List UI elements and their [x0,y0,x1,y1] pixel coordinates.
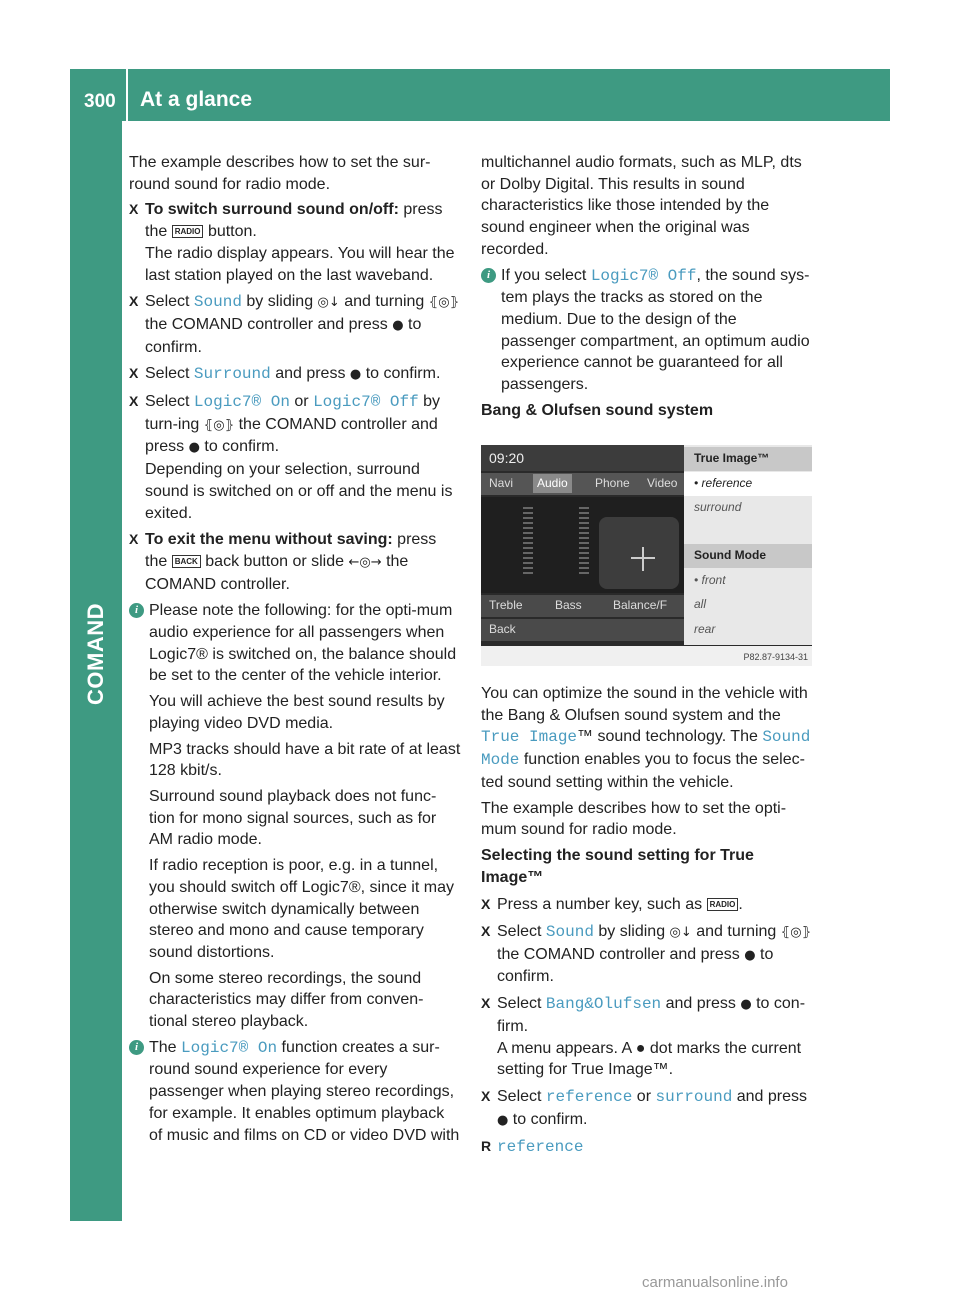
slide-down-icon: ◎↓ [669,925,692,941]
step-text: by turn-ing [145,393,441,433]
info-icon: i [129,1040,144,1055]
display-tab-bar [481,473,684,495]
display-button-row [481,595,684,617]
header-divider [126,69,128,121]
step-text: button. [207,223,257,241]
radio-key-icon: RADIO [707,898,739,911]
step-text: the COMAND controller. [145,552,409,593]
step-text: Press a number key, such as [497,896,703,914]
step-text: or [294,393,309,411]
section-side-tab [70,121,122,1221]
info-note-logic7-off [481,265,813,396]
step-text: to confirm. [204,438,280,456]
step-text: A menu appears. A [497,1039,632,1057]
section-label-box [74,554,118,754]
info-note-logic7-on [129,1037,461,1147]
intro-text: The example describes how to set the sur-round sound for radio mode. [129,154,431,193]
slide-down-icon: ◎↓ [317,295,340,311]
step-text: and press [736,1087,808,1105]
step-text: Select [497,1087,542,1105]
display-btn-treble: Treble [489,598,523,612]
para-text: function enables you to focus the selec-ted sound setting within the vehicle. [481,751,805,791]
press-controller-icon: ● [497,1112,509,1128]
menu-item-sound: Sound [545,923,594,942]
menu-item-logic7-off: Logic7® Off [313,393,419,412]
step-text: Select [497,995,542,1013]
section-heading-bang-olufsen: Bang & Olufsen sound system [481,401,714,419]
para-text: ™ sound technology. The [577,728,758,746]
info-text: On some stereo recordings, the sound characteristics may differ from conven-tional stereo playback. [149,969,424,1031]
turn-controller-icon: ⦃◎⦄ [203,417,235,433]
step-select-sound [129,291,461,358]
press-controller-icon: ● [744,947,756,963]
left-column [129,152,461,1150]
display-sound-visual [481,497,684,593]
display-menu-surround: surround [694,500,742,514]
display-menu-true-image: True Image™ [684,447,812,471]
info-note-logic7 [129,600,461,1032]
radio-key-icon: RADIO [172,225,204,238]
section-heading-true-image: Selecting the sound setting for True Image™ [481,846,754,886]
display-menu-all: all [694,597,707,611]
treble-slider-graphic [523,507,533,577]
menu-item-sound-mode: Sound Mode [481,728,811,770]
step-exit-menu [129,529,461,595]
step-text: back button or slide [205,552,345,570]
display-status-bar [481,445,684,471]
section-label: COMAND [83,603,108,705]
bullet-reference [481,1136,813,1159]
step-text: the COMAND controller and press [145,315,388,333]
step-text: The radio display appears. You will hear the last station played on the last waveband. [145,244,455,284]
press-controller-icon: ● [740,997,752,1013]
info-text: , the sound sys-tem plays the tracks as stored on the medium. Due to the design of the passenger compartment, an optimum audio experience cannot be guaranteed for all passengers. [501,266,810,394]
page-header [70,69,890,121]
image-reference-code: P82.87-9134-31 [743,652,808,662]
turn-controller-icon: ⦃◎⦄ [428,295,460,311]
step-select-bang-olufsen [481,993,813,1081]
step-text: Select [497,923,542,941]
step-text: to con-firm. [497,995,806,1035]
display-menu-sound-mode: Sound Mode [684,544,812,568]
display-tab-navi: Navi [489,476,514,490]
info-text: function creates a sur-round sound experience for every passenger when playing stereo recordings, for example. It enables optimum playback of music and films on CD or video DVD with [149,1038,460,1144]
menu-item-reference: reference [497,1138,584,1157]
step-text: Select [145,365,190,383]
step-heading: To switch surround sound on/off: [145,201,399,219]
menu-item-logic7-off: Logic7® Off [590,266,697,285]
display-menu-reference: • reference [684,472,812,496]
page-title: At a glance [140,88,253,111]
menu-item-logic7-on: Logic7® On [181,1038,278,1057]
display-menu-rear: rear [694,622,716,636]
para-example: The example describes how to set the opti-mum sound for radio mode. [481,799,787,839]
menu-item-logic7-on: Logic7® On [193,393,290,412]
turn-controller-icon: ⦃◎⦄ [780,925,812,941]
display-clock: 09:20 [489,450,525,466]
step-text: Depending on your selection, surround sound is switched on or off and the menu is exited. [145,461,453,522]
step-text: press the [145,531,437,570]
para-bang-olufsen [481,683,813,794]
step-heading: To exit the menu without saving: [145,531,393,549]
dot-marker-icon: ● [635,1039,646,1057]
step-press-number-key [481,894,813,916]
menu-item-surround: surround [655,1087,733,1106]
display-sound-menu [684,445,812,645]
right-column [481,152,813,427]
step-text: by sliding [598,923,666,941]
step-text: or [636,1087,652,1105]
display-tab-phone: Phone [595,476,630,490]
step-text: the COMAND controller and press [497,945,740,963]
comand-display-screenshot [481,445,812,666]
slide-left-right-icon: ←◎→ [348,554,382,570]
menu-item-reference: reference [545,1087,633,1106]
step-select-reference-surround [481,1086,813,1131]
press-controller-icon: ● [392,317,404,333]
bass-slider-graphic [579,507,589,577]
step-text: to confirm. [497,945,774,986]
step-text: and turning [696,923,777,941]
display-tab-video: Video [647,476,678,490]
display-menu-front: • front [694,573,726,587]
step-text: Select [145,293,190,311]
step-text: Select [145,393,190,411]
display-btn-back: Back [489,622,516,636]
menu-item-bang-olufsen: Bang&Olufsen [545,995,662,1014]
info-icon: i [129,603,144,618]
para-text: You can optimize the sound in the vehicle with the Bang & Olufsen sound system and the [481,685,808,724]
step-select-logic7 [129,391,461,524]
step-text: . [738,896,743,914]
display-button-row [481,619,684,641]
display-tab-audio: Audio [533,474,572,493]
info-icon: i [481,268,496,283]
step-select-sound-2 [481,921,813,988]
info-text: If radio reception is poor, e.g. in a tunnel, you should switch off Logic7®, since it may otherwise switch dynamically between stereo and mono and cause temporary sound distortions. [149,857,454,961]
menu-item-sound: Sound [193,293,242,312]
press-controller-icon: ● [349,367,362,383]
continued-text: multichannel audio formats, such as MLP, dts or Dolby Digital. This results in sound characteristics like those intended by the sound engineer when the original was recorded. [481,154,802,258]
display-btn-bass: Bass [555,598,582,612]
step-text: by sliding [246,293,314,311]
step-text: to confirm. [365,365,441,383]
step-select-surround [129,363,461,386]
step-text: and press [275,365,346,383]
menu-item-true-image: True Image [481,728,578,747]
step-text: dot marks the current setting for True Image™. [497,1039,802,1079]
watermark: carmanualsonline.info [642,1274,788,1291]
info-text: Please note the following: for the opti-mum audio experience for all passengers when Logic7® is switched on, the balance should be set to the center of the vehicle interior. [149,602,457,685]
menu-item-surround: Surround [193,365,271,384]
balance-crosshair-graphic [642,547,644,571]
step-text: and turning [344,293,425,311]
back-key-icon: BACK [172,555,201,568]
info-text: The [149,1038,177,1056]
step-text: and press [665,995,736,1013]
info-text: MP3 tracks should have a bit rate of at least 128 kbit/s. [149,740,461,780]
press-controller-icon: ● [188,440,200,456]
info-text: If you select [501,266,587,284]
step-text: the COMAND controller and press [145,415,438,456]
page-number: 300 [84,91,116,112]
step-text: press the [145,201,443,241]
step-switch-surround [129,199,461,286]
info-text: You will achieve the best sound results by playing video DVD media. [149,693,445,732]
vehicle-seats-graphic [599,517,679,589]
display-btn-balance: Balance/F [613,598,668,612]
step-text: to confirm. [512,1110,588,1128]
info-text: Surround sound playback does not func-tion for mono signal sources, such as for AM radio mode. [149,787,437,849]
right-column-lower [481,683,813,1159]
step-text: to confirm. [145,315,422,356]
